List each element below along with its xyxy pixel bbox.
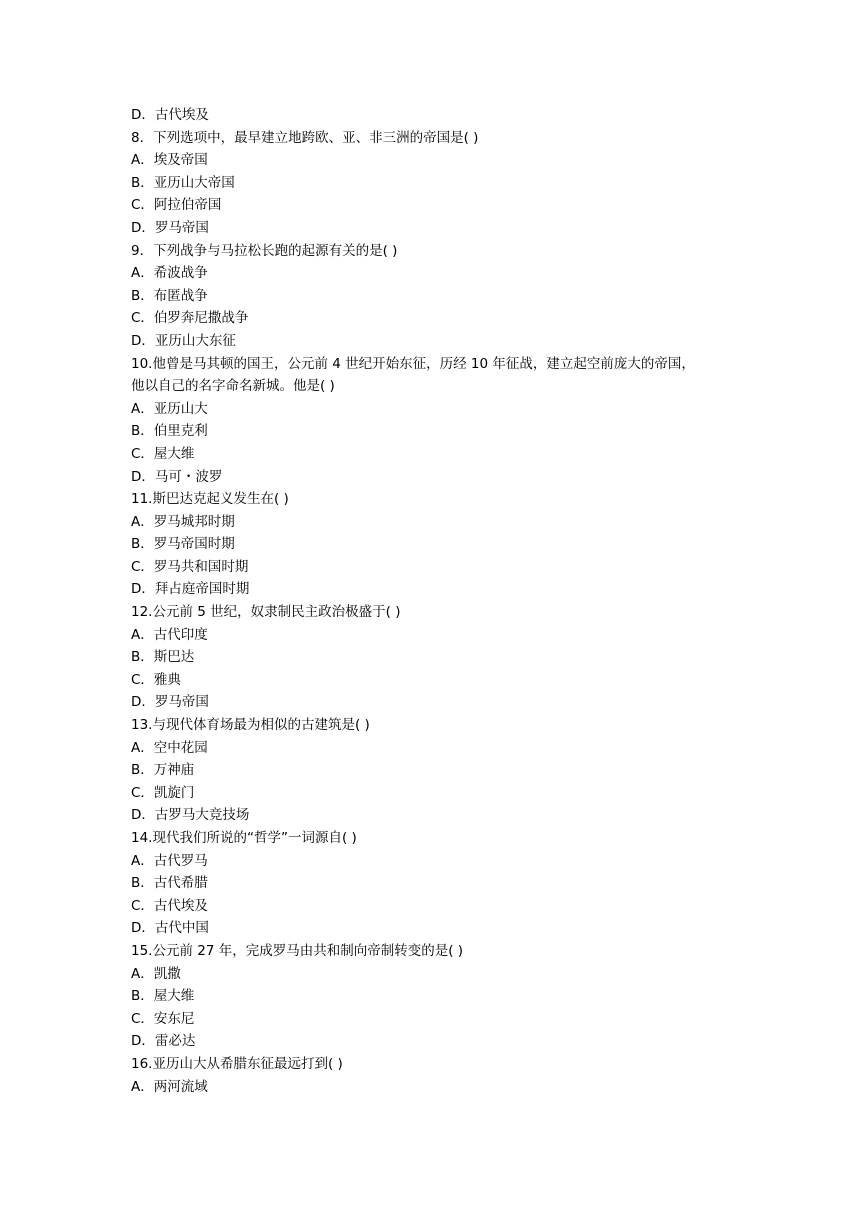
option-line: D．罗马帝国	[131, 219, 209, 236]
question-8: 8．下列选项中，最早建立地跨欧、亚、非三洲的帝国是( )	[131, 129, 479, 146]
option-line: B．屋大维	[131, 988, 195, 1005]
option-line: A．埃及帝国	[131, 152, 208, 169]
option-line: C．伯罗奔尼撒战争	[131, 310, 249, 327]
option-line: C．古代埃及	[131, 897, 208, 914]
option-line: A．古代罗马	[131, 852, 208, 869]
option-line: B．伯里克利	[131, 423, 208, 440]
option-line: D．马可・波罗	[131, 468, 223, 485]
document-page	[131, 104, 751, 1098]
text-line: D．古代埃及	[131, 107, 209, 123]
option-line: B．罗马帝国时期	[131, 536, 235, 553]
option-line: A．两河流域	[131, 1078, 208, 1095]
option-line: C．凯旋门	[131, 784, 195, 801]
option-line: B．万神庙	[131, 762, 195, 779]
option-line: C．罗马共和国时期	[131, 558, 249, 575]
question-11: 11.斯巴达克起义发生在( )	[131, 491, 289, 508]
option-line: A．罗马城邦时期	[131, 513, 235, 530]
option-line: C．屋大维	[131, 445, 195, 462]
question-16: 16.亚历山大从希腊东征最远打到( )	[131, 1055, 343, 1072]
option-line: C．阿拉伯帝国	[131, 197, 222, 214]
option-line: B．亚历山大帝国	[131, 174, 235, 191]
option-line: D．拜占庭帝国时期	[131, 581, 250, 598]
option-line: D．古代中国	[131, 920, 209, 937]
option-line: A．古代印度	[131, 626, 208, 643]
option-line: D．罗马帝国	[131, 694, 209, 711]
option-line: A．空中花园	[131, 739, 208, 756]
option-line: D．古罗马大竞技场	[131, 807, 250, 824]
question-14: 14.现代我们所说的“哲学”一词源自( )	[131, 830, 357, 846]
option-line: B．古代希腊	[131, 875, 208, 892]
option-line: A．凯撒	[131, 965, 181, 982]
question-15: 15.公元前 27 年，完成罗马由共和制向帝制转变的是( )	[131, 942, 464, 959]
option-line: B．斯巴达	[131, 649, 195, 666]
option-line: A．亚历山大	[131, 400, 208, 417]
question-10-continued: 他以自己的名字命名新城。他是( )	[131, 378, 335, 395]
option-line: C．安东尼	[131, 1010, 195, 1027]
question-12: 12.公元前 5 世纪，奴隶制民主政治极盛于( )	[131, 604, 401, 621]
question-10: 10.他曾是马其顿的国王，公元前 4 世纪开始东征，历经 10 年征战，建立起空前庞大的帝国，	[131, 355, 695, 372]
option-line: D．雷必达	[131, 1033, 196, 1050]
option-line: A．希波战争	[131, 265, 208, 282]
question-13: 13.与现代体育场最为相似的古建筑是( )	[131, 717, 370, 734]
option-line: B．布匿战争	[131, 287, 208, 304]
option-line: D．亚历山大东征	[131, 332, 236, 349]
question-9: 9．下列战争与马拉松长跑的起源有关的是( )	[131, 242, 398, 259]
option-line: C．雅典	[131, 671, 181, 688]
